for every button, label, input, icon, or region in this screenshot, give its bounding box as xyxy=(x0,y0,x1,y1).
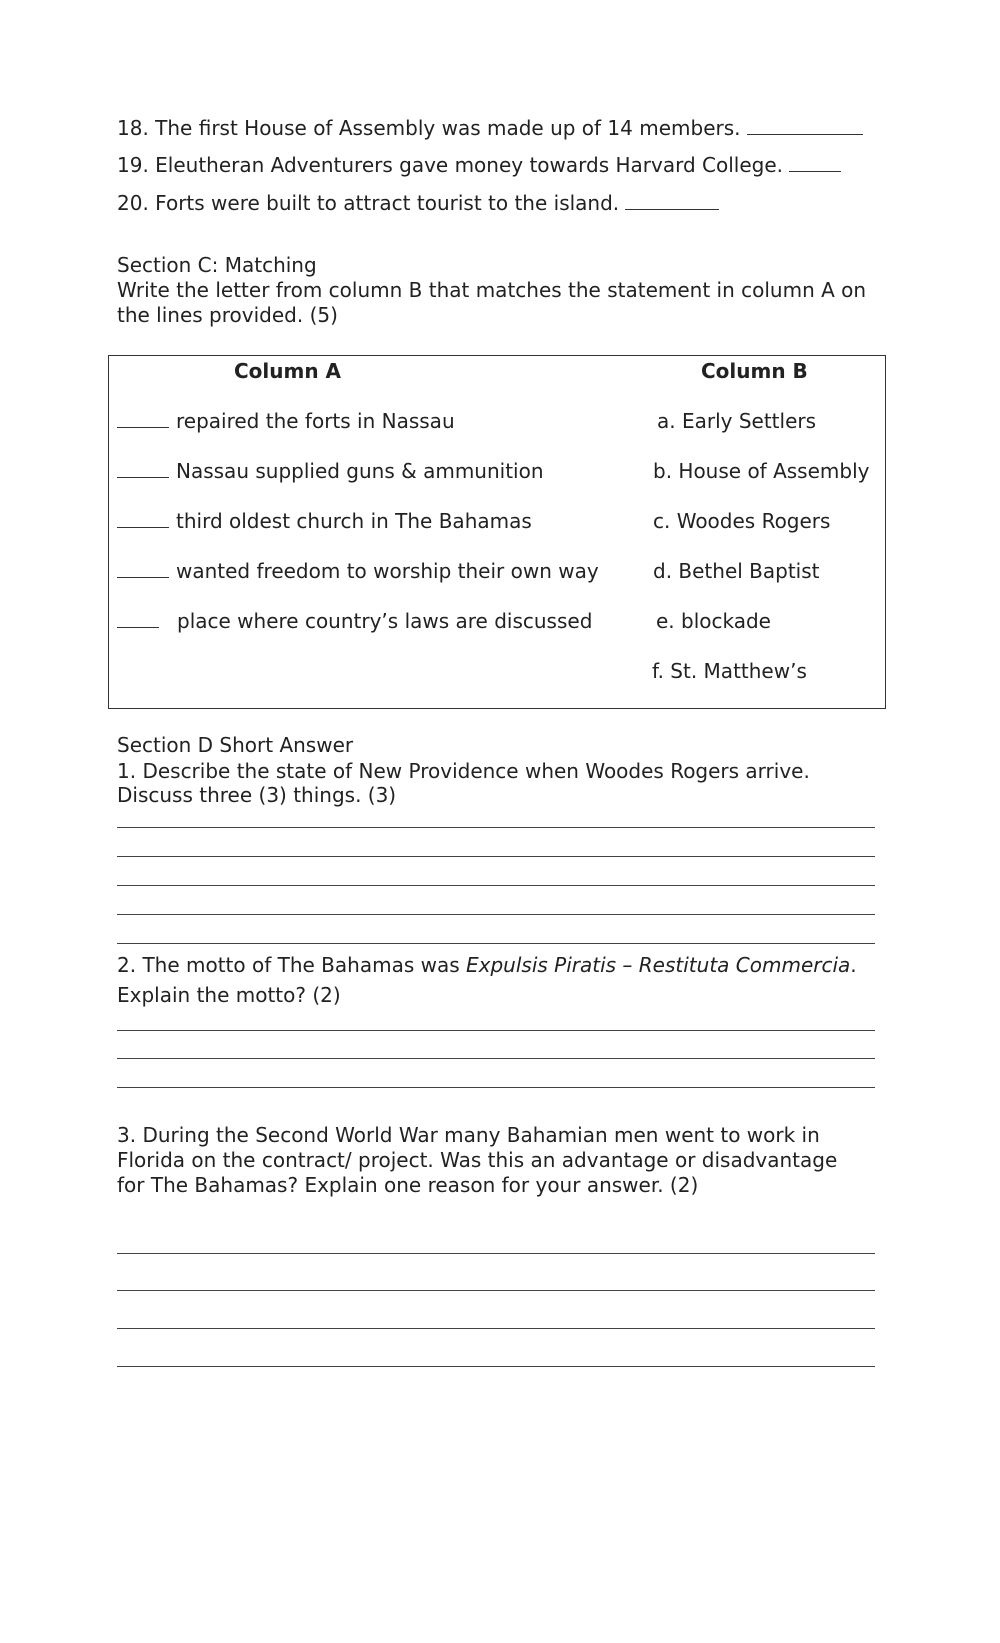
answer-line[interactable] xyxy=(117,1366,875,1367)
question-1-line-2: Discuss three (3) things. (3) xyxy=(117,783,397,807)
answer-line[interactable] xyxy=(117,1058,875,1059)
matching-table xyxy=(108,355,886,709)
column-b-item: f. St. Matthew’s xyxy=(652,659,807,683)
answer-line[interactable] xyxy=(117,943,875,944)
question-1-line-1: 1. Describe the state of New Providence when Woodes Rogers arrive. xyxy=(117,759,810,783)
column-b-item: e. blockade xyxy=(656,609,771,633)
question-19-text: 19. Eleutheran Adventurers gave money towards Harvard College. xyxy=(117,153,784,177)
matching-answer-blank[interactable] xyxy=(117,525,169,528)
answer-line[interactable] xyxy=(117,827,875,828)
column-b-item: d. Bethel Baptist xyxy=(653,559,820,583)
answer-line[interactable] xyxy=(117,1087,875,1088)
column-a-item xyxy=(117,559,599,584)
section-d-title: Section D Short Answer xyxy=(117,733,354,757)
bahamas-motto: Expulsis Piratis – Restituta Commercia xyxy=(466,953,851,977)
question-2-suffix: . xyxy=(850,953,857,977)
answer-line[interactable] xyxy=(117,914,875,915)
question-18 xyxy=(117,116,863,141)
matching-answer-blank[interactable] xyxy=(117,425,169,428)
question-3-line-3: for The Bahamas? Explain one reason for your answer. (2) xyxy=(117,1173,699,1197)
question-2-prefix: 2. The motto of The Bahamas was xyxy=(117,953,466,977)
answer-line[interactable] xyxy=(117,1290,875,1291)
matching-answer-blank[interactable] xyxy=(117,575,169,578)
question-20-text: 20. Forts were built to attract tourist to the island. xyxy=(117,191,620,215)
section-c-title: Section C: Matching xyxy=(117,253,317,277)
question-2-line-2: Explain the motto? (2) xyxy=(117,983,341,1007)
column-a-item-text: Nassau supplied guns & ammunition xyxy=(176,459,544,483)
column-a-item xyxy=(117,459,544,484)
answer-blank-18[interactable] xyxy=(747,132,863,135)
column-b-item: a. Early Settlers xyxy=(657,409,817,433)
column-a-item-text: third oldest church in The Bahamas xyxy=(176,509,532,533)
answer-blank-20[interactable] xyxy=(625,207,719,210)
column-b-item: c. Woodes Rogers xyxy=(653,509,831,533)
question-3-line-1: 3. During the Second World War many Bahamian men went to work in xyxy=(117,1123,820,1147)
answer-line[interactable] xyxy=(117,856,875,857)
column-a-item-text: wanted freedom to worship their own way xyxy=(176,559,599,583)
matching-answer-blank[interactable] xyxy=(117,625,159,628)
answer-line[interactable] xyxy=(117,1328,875,1329)
answer-line[interactable] xyxy=(117,1030,875,1031)
column-a-item xyxy=(117,609,592,634)
column-b-header: Column B xyxy=(701,359,808,383)
question-20 xyxy=(117,191,719,216)
column-a-item-text: place where country’s laws are discussed xyxy=(177,609,593,633)
matching-answer-blank[interactable] xyxy=(117,475,169,478)
section-c-instructions-1: Write the letter from column B that matches the statement in column A on xyxy=(117,278,867,302)
column-a-item-text: repaired the forts in Nassau xyxy=(176,409,455,433)
question-3-line-2: Florida on the contract/ project. Was this an advantage or disadvantage xyxy=(117,1148,838,1172)
column-b-item: b. House of Assembly xyxy=(653,459,870,483)
answer-line[interactable] xyxy=(117,885,875,886)
question-18-text: 18. The first House of Assembly was made up of 14 members. xyxy=(117,116,741,140)
question-19 xyxy=(117,153,841,178)
question-2-line-1 xyxy=(117,953,857,978)
answer-line[interactable] xyxy=(117,1253,875,1254)
column-a-item xyxy=(117,409,455,434)
answer-blank-19[interactable] xyxy=(789,169,841,172)
column-a-header: Column A xyxy=(234,359,342,383)
section-c-instructions-2: the lines provided. (5) xyxy=(117,303,338,327)
column-a-item xyxy=(117,509,532,534)
